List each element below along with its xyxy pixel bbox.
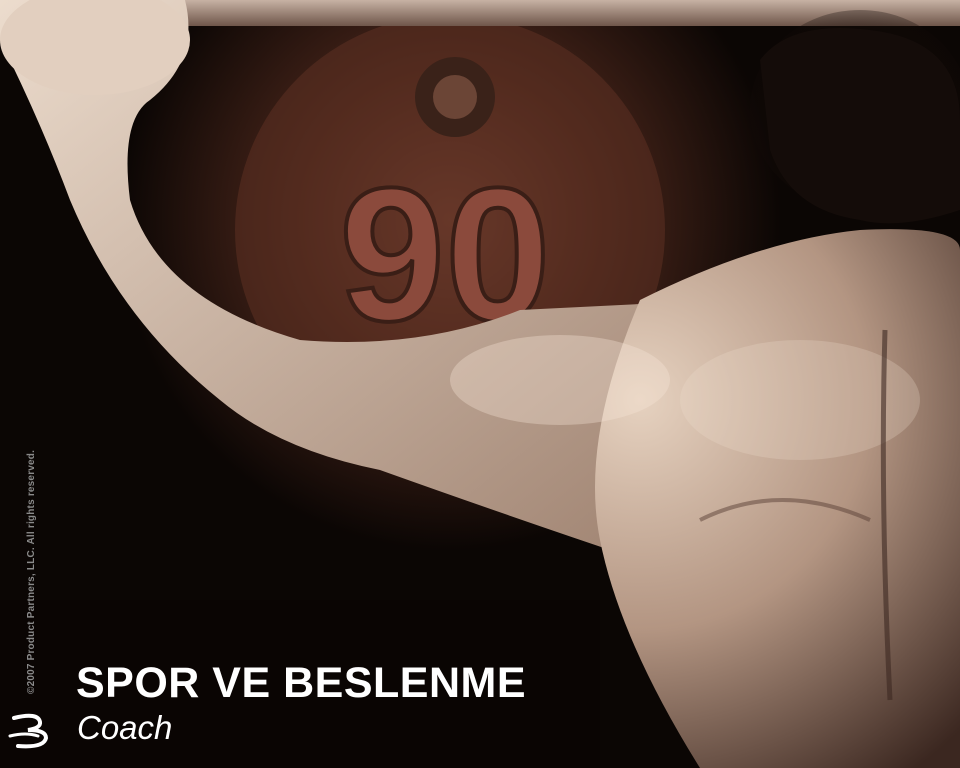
- plate-number: 90: [339, 149, 551, 361]
- slide-title: SPOR VE BESLENME: [76, 659, 527, 707]
- slide-subtitle: Coach: [77, 709, 173, 746]
- beachbody-swoosh-logo: [8, 706, 54, 752]
- copyright-text: ©2007 Product Partners, LLC. All rights reserved.: [26, 449, 37, 694]
